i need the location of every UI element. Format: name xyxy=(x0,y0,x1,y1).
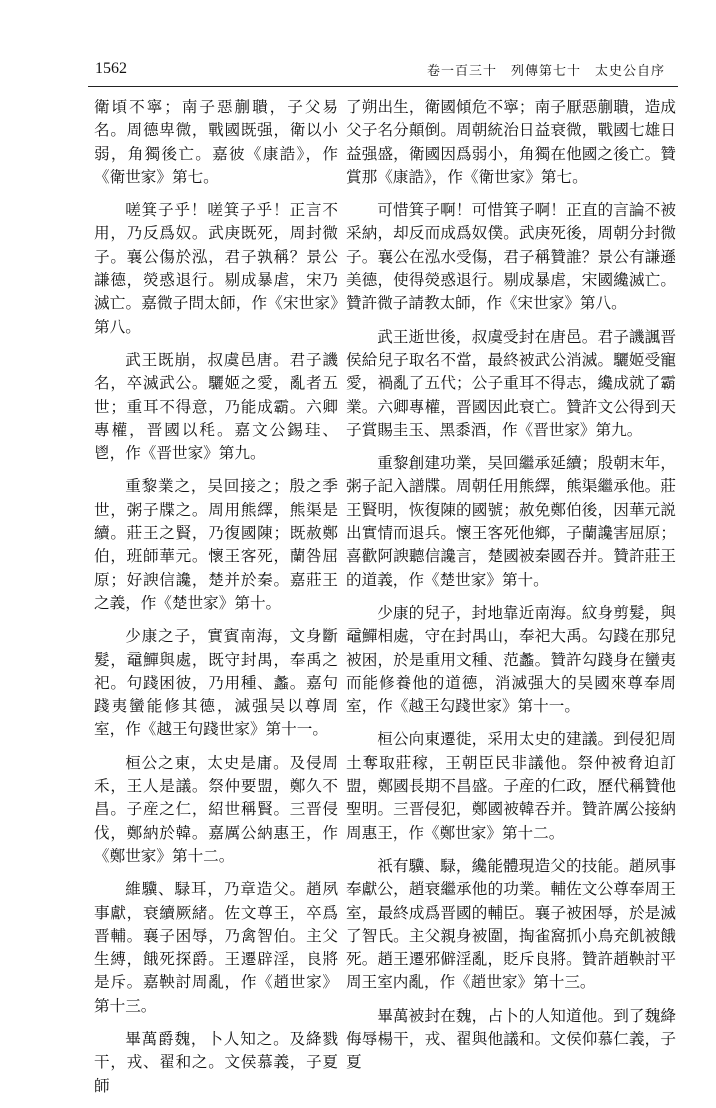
paragraph-wei-state: 畢萬被封在魏，占卜的人知道他。到了魏絳侮辱楊干，戎、翟與他議和。文侯仰慕仁義，子夏 xyxy=(346,1006,676,1072)
page-header xyxy=(95,60,675,88)
paragraph-song: 嗟箕子乎！嗟箕子乎！正言不用，乃反爲奴。武庚既死，周封微子。襄公傷於泓，君子孰稱？景公謙德，熒惑退行。剔成暴虐，宋乃滅亡。嘉微子問太師，作《宋世家》第八。 xyxy=(94,201,338,336)
paragraph-chu: 重黎創建功業，吴回繼承延續；殷朝末年，粥子記入譜牒。周朝任用熊繹，熊渠繼承他。莊王賢明，恢復陳的國號；赦免鄭伯後，因華元説出實情而退兵。懷王客死他鄉，子蘭讒害屈原；喜歡阿諛聽信讒言，楚國被秦國吞并。贊許莊王的道義，作《楚世家》第十。 xyxy=(346,454,676,589)
running-head: 卷一百三十 列傳第七十 太史公自序 xyxy=(426,64,665,79)
paragraph-yue: 少康之子，實賓南海，文身斷髮，黿鱓與處，既守封禺，奉禹之祀。句踐困彼，乃用種、蠡。嘉句踐夷蠻能修其德，滅强吴以尊周室，作《越王句踐世家》第十一。 xyxy=(94,627,338,739)
paragraph-wei: 衛頃不寧；南子惡蒯聵，子父易名。周德卑微，戰國既强，衛以小弱，角獨後亡。嘉彼《康誥》，作《衛世家》第七。 xyxy=(94,98,338,186)
paragraph-zheng: 桓公之東，太史是庸。及侵周禾，王人是議。祭仲要盟，鄭久不昌。子産之仁，紹世稱賢。三晋侵伐，鄭納於韓。嘉厲公納惠王，作《鄭世家》第十二。 xyxy=(94,753,338,865)
header-rule xyxy=(88,86,678,87)
paragraph-yue: 少康的兒子，封地靠近南海。紋身剪髮，與黿鱓相處，守在封禺山，奉祀大禹。勾踐在那兒被困，於是重用文種、范蠡。贊許勾踐身在蠻夷而能修養他的道德，消滅强大的吴國來尊奉周室，作《越王勾踐世家》第十一。 xyxy=(346,603,676,716)
page-number: 1562 xyxy=(95,60,127,77)
paragraph-jin: 武王逝世後，叔虞受封在唐邑。君子譏諷晋侯給兒子取名不當，最終被武公消滅。驪姬受寵愛，禍亂了五代；公子重耳不得志，纔成就了霸業。六卿專權，晋國因此衰亡。贊許文公得到天子賞賜圭玉、黑黍酒，作《晋世家》第九。 xyxy=(346,327,676,439)
paragraph-wei: 了朔出生，衛國傾危不寧；南子厭惡蒯聵，造成父子名分顛倒。周朝統治日益衰微，戰國七雄日益强盛，衛國因爲弱小，角獨在他國之後亡。贊賞那《康誥》，作《衛世家》第七。 xyxy=(346,98,676,186)
paragraph-wei-state: 畢萬爵魏，卜人知之。及絳戮干，戎、翟和之。文侯慕義，子夏師 xyxy=(94,1029,338,1095)
translation-column xyxy=(346,96,676,1085)
paragraph-chu: 重黎業之，吴回接之；殷之季世，粥子牒之。周用熊繹，熊渠是續。莊王之賢，乃復國陳；既赦鄭伯，班師華元。懷王客死，蘭咎屈原；好諛信讒，楚并於秦。嘉莊王之義，作《楚世家》第十。 xyxy=(94,477,338,612)
paragraph-zhao: 維驥、騄耳，乃章造父。趙夙事獻，衰續厥緒。佐文尊王，卒爲晋輔。襄子困辱，乃禽智伯。主父生縛，餓死探爵。王遷辟淫，良將是斥。嘉鞅討周亂，作《趙世家》第十三。 xyxy=(94,880,338,1015)
paragraph-jin: 武王既崩，叔虞邑唐。君子譏名，卒滅武公。驪姬之愛，亂者五世；重耳不得意，乃能成霸。六卿專權，晋國以秏。嘉文公錫珪、鬯，作《晋世家》第九。 xyxy=(94,350,338,463)
paragraph-song: 可惜箕子啊！可惜箕子啊！正直的言論不被采納，却反而成爲奴僕。武庚死後，周朝分封微子。襄公在泓水受傷，君子稱贊誰？景公有謙遜美德，使得熒惑退行。剔成暴虐，宋國纔滅亡。贊許微子請教太師，作《宋世家》第八。 xyxy=(346,201,676,313)
paragraph-zheng: 桓公向東遷徙，采用太史的建議。到侵犯周土奪取莊稼，王朝臣民非議他。祭仲被脅迫訂盟，鄭國長期不昌盛。子産的仁政，歷代稱贊他聖明。三晋侵犯，鄭國被韓吞并。贊許厲公接納周惠王，作《鄭世家》第十二。 xyxy=(346,730,676,842)
classical-text-column xyxy=(94,96,338,1108)
paragraph-zhao: 祇有驥、騄，纔能體現造父的技能。趙夙事奉獻公，趙衰繼承他的功業。輔佐文公尊奉周王室，最終成爲晋國的輔臣。襄子被困辱，於是滅了智氏。主父親身被圍，掏雀窩抓小鳥充飢被餓死。趙王遷邪僻淫亂，貶斥良將。贊許趙鞅討平周王室内亂，作《趙世家》第十三。 xyxy=(346,856,676,992)
